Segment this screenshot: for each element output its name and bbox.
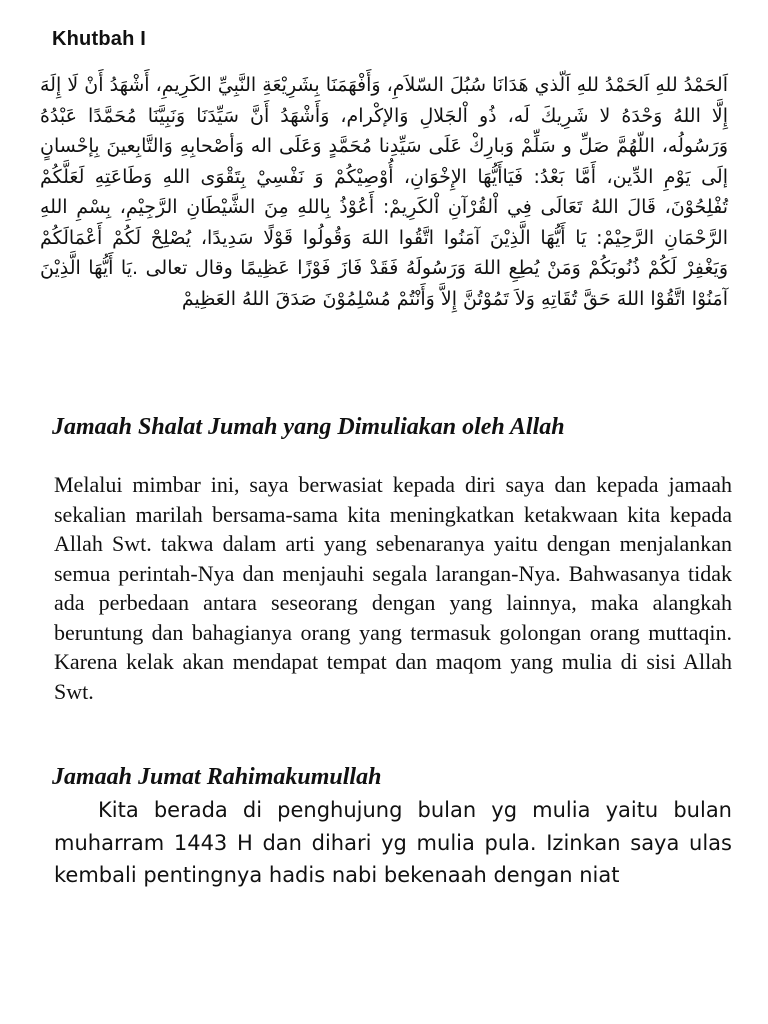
section-heading: Khutbah I [52, 28, 147, 50]
arabic-opening-text: اَلحَمْدُ للهِ اَلحَمْدُ للهِ اَلّذي هَدَانَا سُبُلَ السّلاَمِ، وَأَفْهَمَنَا بِشَرِيْعَةِ النَّبِيِّ الكَرِيمِ، أَشْهَدُ أَنْ لَا إِلَهَ إِلَّا اللهُ وَحْدَهُ لا شَرِيكَ لَه، ذُو اْلجَلالِ وَالإكْرام، وَأَشْهَدُ أَنَّ سَيِّدَنَا وَنَبِيَّنَا مُحَمَّدًا عَبْدُهُ وَرَسُولُه، اللّهُمَّ صَلِّ و سَلِّمْ وَبارِكْ عَلَى سَيِّدِنا مُحَمَّدٍ وَعَلَى اله وَأصْحابِهِ وَالتَّابِعينَ بِإحْسانٍ إلَى يَوْمِ الدِّين، أَمَّا بَعْدُ: فَيَاأَيُّهَا الإِخْوَانِ، أُوْصِيْكُمْ وَ نَفْسِيْ بِتَقْوَى اللهِ وَطَاعَتِهِ لَعَلَّكُمْ تُفْلِحُوْنَ، قَالَ اللهُ تَعَالَى فِي اْلقُرْآنِ اْلكَرِيمْ: أَعُوْذُ بِاللهِ مِنَ الشَّيْطَانِ الرَّجِيْمِ، بِسْمِ اللهِ الرَّحْمَانِ الرَّحِيْمْ: يَا أَيُّهَا الَّذِيْنَ آمَنُوا اتَّقُوا اللهَ وَقُولُوا قَوْلًا سَدِيدًا، يُصْلِحْ لَكُمْ أَعْمَالَكُمْ وَيَغْفِرْ لَكُمْ ذُنُوبَكُمْ وَمَنْ يُطِعِ اللهَ وَرَسُولَهُ فَقَدْ فَازَ فَوْزًا عَظِيمًا وقال تعالى .يَا أَيُّهَا الَّذِيْنَ آمَنُوْا اتَّقُوْا اللهَ حَقَّ تُقَاتِهِ وَلاَ تَمُوْتُنَّ إِلاَّ وَأَنْتُمْ مُسْلِمُوْنَ صَدَقَ اللهُ العَظِيمْ [40, 74, 728, 310]
subheading-jamaah-shalat: Jamaah Shalat Jumah yang Dimuliakan oleh Allah [52, 414, 565, 440]
subheading-jamaah-jumat: Jamaah Jumat Rahimakumullah [52, 764, 382, 790]
body-paragraph-2: Kita berada di penghujung bulan yg mulia yaitu bulan muharram 1443 H dan dihari yg mulia pula. Izinkan saya ulas kembali pentingnya hadis nabi bekenaah dengan niat [54, 798, 732, 887]
body-paragraph-1: Melalui mimbar ini, saya berwasiat kepada diri saya dan kepada jamaah sekalian marilah bersama-sama kita meningkatkan ketakwaan kita kepada Allah Swt. takwa dalam arti yang sebenaranya yaitu dengan menjalankan semua perintah-Nya dan menjauhi segala larangan-Nya. Bahwasanya tidak ada perbedaan antara seseorang dengan yang lainnya, maka alangkah beruntung dan bahagianya orang yang termasuk golongan orang muttaqin. Karena kelak akan mendapat tempat dan maqom yang mulia di sisi Allah Swt. [54, 472, 732, 704]
